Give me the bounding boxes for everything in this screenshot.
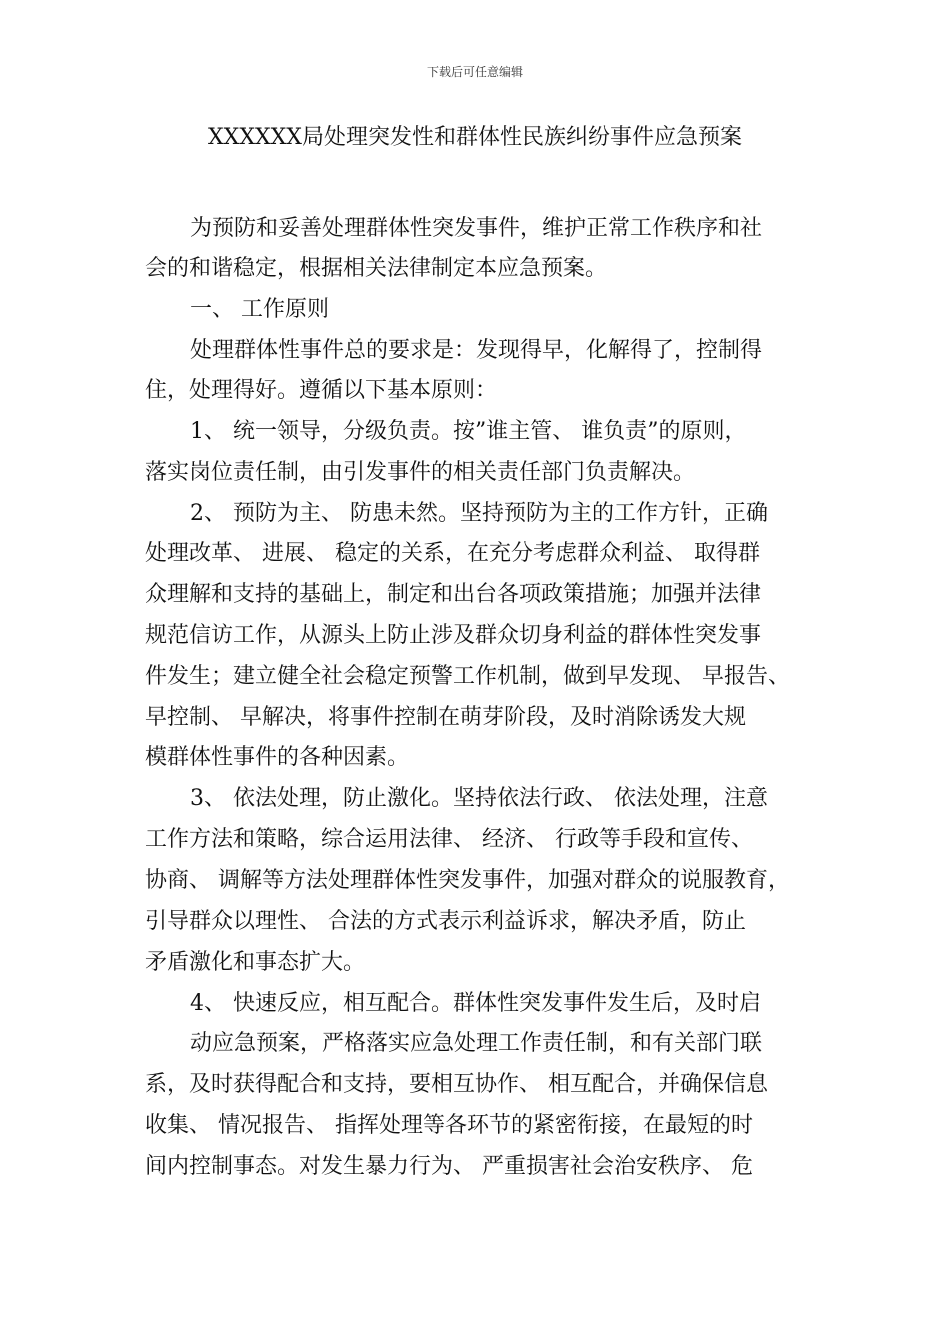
body-line: 1、 统一领导，分级负责。按”谁主管、 谁负责”的原则， [190,419,747,444]
body-line: 处理群体性事件总的要求是：发现得早，化解得了，控制得 [190,338,763,363]
body-line: 工作方法和策略，综合运用法律、 经济、 行政等手段和宣传、 [145,827,753,852]
body-line: 收集、 情况报告、 指挥处理等各环节的紧密衔接，在最短的时 [145,1113,753,1138]
document-title: XXXXXX局处理突发性和群体性民族纠纷事件应急预案 [208,125,742,150]
body-line: 协商、 调解等方法处理群体性突发事件，加强对群众的说服教育， [145,868,790,893]
body-line: 矛盾激化和事态扩大。 [145,950,366,975]
body-line: 众理解和支持的基础上，制定和出台各项政策措施；加强并法律 [145,582,762,607]
body-line: 系，及时获得配合和支持，要相互协作、 相互配合，并确保信息 [145,1072,768,1097]
body-line: 动应急预案，严格落实应急处理工作责任制，和有关部门联 [190,1031,763,1056]
body-line: 处理改革、 进展、 稳定的关系，在充分考虑群众利益、 取得群 [145,541,760,566]
body-line: 模群体性事件的各种因素。 [145,745,410,770]
body-line: 件发生；建立健全社会稳定预警工作机制，做到早发现、 早报告、 [145,664,790,689]
body-line: 会的和谐稳定，根据相关法律制定本应急预案。 [145,256,608,281]
body-line: 间内控制事态。对发生暴力行为、 严重损害社会治安秩序、 危 [145,1154,753,1179]
body-line: 住，处理得好。遵循以下基本原则： [145,378,498,403]
body-line: 早控制、 早解决，将事件控制在萌芽阶段，及时消除诱发大规 [145,705,746,730]
body-line: 引导群众以理性、 合法的方式表示利益诉求，解决矛盾，防止 [145,909,746,934]
body-line: 3、 依法处理，防止激化。坚持依法行政、 依法处理，注意 [190,786,768,811]
body-line: 规范信访工作，从源头上防止涉及群众切身利益的群体性突发事 [145,623,762,648]
body-line: 2、 预防为主、 防患未然。坚持预防为主的工作方针，正确 [190,501,768,526]
section-heading: 一、 工作原则 [190,297,329,322]
body-line: 为预防和妥善处理群体性突发事件，维护正常工作秩序和社 [190,216,763,241]
body-line: 4、 快速反应，相互配合。群体性突发事件发生后，及时启 [190,991,761,1016]
body-line: 落实岗位责任制，由引发事件的相关责任部门负责解决。 [145,460,696,485]
header-note: 下载后可任意编辑 [426,65,523,79]
